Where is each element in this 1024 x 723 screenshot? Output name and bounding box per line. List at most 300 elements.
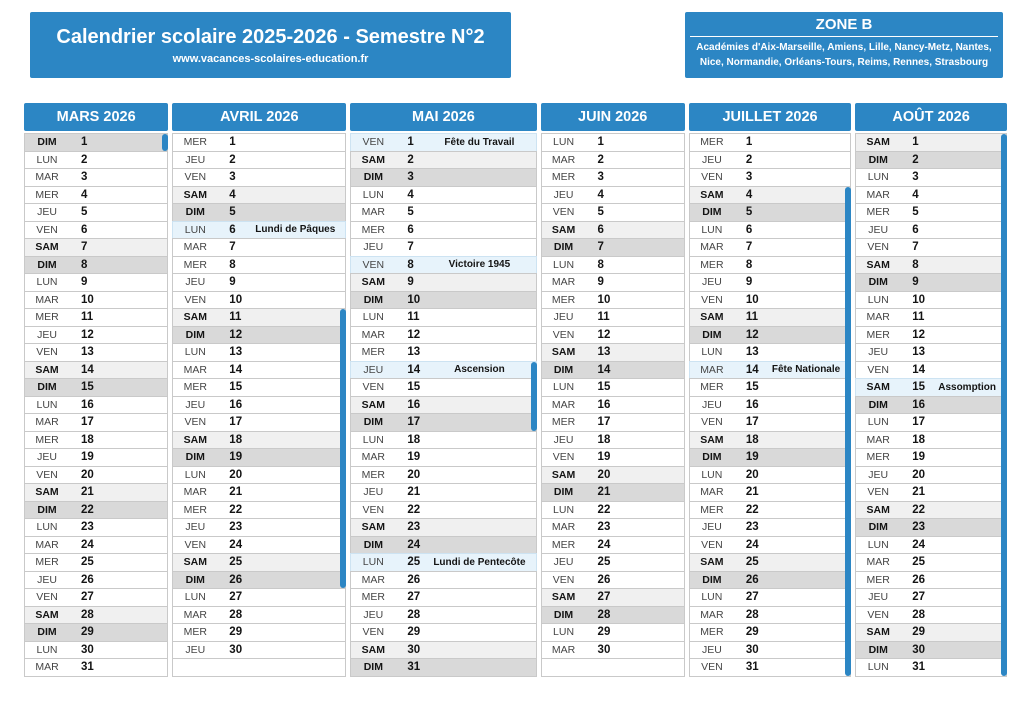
day-number: 26	[745, 573, 759, 586]
day-of-week: MER	[35, 188, 59, 201]
day-number: 21	[912, 486, 926, 499]
day-number: 4	[745, 188, 753, 201]
day-row	[172, 238, 346, 257]
day-row	[689, 133, 851, 152]
day-of-week: SAM	[700, 188, 724, 201]
day-number: 20	[745, 468, 759, 481]
holiday-label: Victoire 1945	[448, 259, 511, 271]
day-row	[689, 238, 851, 257]
day-number: 8	[229, 258, 236, 271]
vacation-bar	[845, 413, 851, 432]
day-of-week: VEN	[701, 661, 723, 674]
day-number: 17	[912, 416, 926, 429]
vacation-bar	[531, 396, 537, 415]
day-of-week: JEU	[868, 591, 889, 604]
day-row	[541, 238, 685, 257]
day-number: 7	[597, 241, 604, 254]
day-number: 1	[912, 136, 919, 149]
day-number: 22	[81, 503, 94, 516]
day-of-week: SAM	[35, 608, 59, 621]
day-of-week: DIM	[37, 258, 57, 271]
day-of-week: SAM	[551, 223, 576, 236]
vacation-bar	[340, 326, 346, 345]
day-of-week: SAM	[551, 346, 576, 359]
vacation-bar	[845, 361, 851, 380]
day-row	[350, 431, 536, 450]
day-number: 25	[745, 556, 759, 569]
day-of-week: JEU	[185, 276, 206, 289]
vacation-bar	[845, 553, 851, 572]
day-row	[172, 518, 346, 537]
day-of-week: MER	[551, 538, 576, 551]
day-number: 13	[597, 346, 611, 359]
day-of-week: SAM	[700, 556, 724, 569]
day-number: 19	[407, 451, 421, 464]
day-number: 15	[745, 381, 759, 394]
day-number: 21	[229, 486, 243, 499]
day-of-week: VEN	[184, 293, 207, 306]
day-number: 20	[229, 468, 243, 481]
day-of-week: MER	[35, 556, 59, 569]
day-number: 19	[229, 451, 243, 464]
day-row	[172, 361, 346, 380]
day-row	[172, 291, 346, 310]
day-number: 12	[229, 328, 243, 341]
day-row	[24, 588, 168, 607]
day-of-week: MER	[866, 328, 890, 341]
day-row	[24, 221, 168, 240]
vacation-bar	[1001, 151, 1007, 170]
vacation-bar	[845, 343, 851, 362]
day-row	[24, 483, 168, 502]
day-number: 7	[745, 241, 753, 254]
day-of-week: MER	[183, 503, 207, 516]
day-of-week: MAR	[866, 188, 890, 201]
day-of-week: VEN	[701, 538, 723, 551]
day-number: 4	[597, 188, 604, 201]
day-of-week: SAM	[551, 468, 576, 481]
day-number: 21	[407, 486, 421, 499]
day-row	[689, 396, 851, 415]
day-row	[172, 641, 346, 660]
day-row	[855, 606, 1007, 625]
day-number: 27	[597, 591, 611, 604]
day-number: 6	[597, 223, 604, 236]
day-row	[172, 588, 346, 607]
day-number: 23	[745, 521, 759, 534]
day-of-week: DIM	[868, 398, 888, 411]
vacation-bar	[1001, 466, 1007, 485]
day-row	[855, 168, 1007, 187]
day-of-week: LUN	[867, 538, 889, 551]
day-number: 27	[912, 591, 926, 604]
day-of-week: MAR	[700, 486, 724, 499]
day-of-week: MAR	[551, 643, 576, 656]
day-number: 16	[912, 398, 926, 411]
day-number: 24	[597, 538, 611, 551]
day-of-week: MER	[35, 433, 59, 446]
day-of-week: MAR	[183, 608, 207, 621]
day-number: 12	[81, 328, 94, 341]
day-of-week: SAM	[361, 521, 385, 534]
day-row	[24, 413, 168, 432]
day-row	[689, 256, 851, 275]
day-row	[172, 256, 346, 275]
day-number: 15	[912, 381, 926, 394]
day-number: 10	[407, 293, 421, 306]
day-row	[855, 186, 1007, 205]
day-row	[24, 431, 168, 450]
day-of-week: DIM	[363, 293, 383, 306]
day-number: 22	[407, 503, 421, 516]
day-number: 14	[229, 363, 243, 376]
day-of-week: LUN	[36, 398, 58, 411]
vacation-bar	[340, 309, 346, 327]
empty-row	[541, 658, 685, 677]
day-row	[689, 221, 851, 240]
vacation-bar	[845, 396, 851, 415]
day-number: 31	[81, 661, 94, 674]
day-number: 10	[597, 293, 611, 306]
vacation-bar	[1001, 588, 1007, 607]
day-of-week: JEU	[868, 468, 889, 481]
day-number: 11	[229, 311, 242, 324]
vacation-bar	[1001, 291, 1007, 310]
day-of-week: MAR	[361, 451, 385, 464]
day-number: 25	[597, 556, 611, 569]
day-number: 22	[229, 503, 243, 516]
vacation-bar	[1001, 273, 1007, 292]
day-of-week: DIM	[553, 241, 574, 254]
day-number: 28	[745, 608, 759, 621]
zone-academies: Académies d'Aix-Marseille, Amiens, Lille, Nancy-Metz, Nantes, Nice, Normandie, Orléans-Tours, Reims, Rennes, Strasbourg	[696, 42, 992, 68]
vacation-bar	[845, 256, 851, 275]
day-row	[350, 343, 536, 362]
day-number: 30	[81, 643, 94, 656]
day-of-week: SAM	[866, 136, 890, 149]
day-number: 26	[407, 573, 421, 586]
day-number: 30	[745, 643, 759, 656]
day-row	[855, 221, 1007, 240]
vacation-bar	[845, 518, 851, 537]
day-number: 8	[407, 258, 414, 271]
day-row	[24, 378, 168, 397]
day-number: 25	[229, 556, 243, 569]
day-of-week: LUN	[362, 188, 384, 201]
day-row	[172, 221, 346, 240]
day-of-week: MAR	[183, 363, 207, 376]
day-of-week: SAM	[700, 433, 724, 446]
day-of-week: SAM	[361, 398, 385, 411]
day-of-week: MAR	[551, 276, 576, 289]
day-number: 3	[597, 171, 604, 184]
day-number: 2	[912, 153, 919, 166]
vacation-bar	[1001, 186, 1007, 205]
day-of-week: MAR	[700, 241, 724, 254]
day-row	[24, 536, 168, 555]
day-row	[172, 186, 346, 205]
day-of-week: DIM	[868, 276, 888, 289]
day-of-week: DIM	[702, 328, 722, 341]
vacation-bar	[340, 361, 346, 380]
vacation-bar	[845, 571, 851, 590]
day-row	[350, 308, 536, 327]
day-of-week: LUN	[36, 521, 58, 534]
day-of-week: VEN	[701, 293, 723, 306]
day-of-week: DIM	[868, 643, 888, 656]
vacation-bar	[1001, 378, 1007, 397]
page-title: Calendrier scolaire 2025-2026 - Semestre N°2	[56, 25, 485, 48]
day-number: 9	[597, 276, 604, 289]
day-row	[855, 553, 1007, 572]
day-row	[541, 133, 685, 152]
day-row	[172, 431, 346, 450]
day-of-week: LUN	[553, 503, 575, 516]
month-header: AVRIL 2026	[172, 103, 346, 131]
day-number: 31	[745, 661, 759, 674]
day-row	[172, 396, 346, 415]
vacation-bar	[845, 291, 851, 310]
day-number: 14	[745, 363, 759, 376]
day-row	[855, 588, 1007, 607]
day-of-week: MER	[551, 416, 576, 429]
day-of-week: VEN	[552, 573, 575, 586]
site-url: www.vacances-scolaires-education.fr	[172, 52, 369, 65]
day-number: 29	[407, 626, 421, 639]
day-of-week: MAR	[35, 171, 59, 184]
day-of-week: JEU	[701, 521, 722, 534]
day-row	[541, 553, 685, 572]
day-of-week: MAR	[361, 573, 385, 586]
day-number: 10	[912, 293, 926, 306]
day-of-week: DIM	[363, 416, 383, 429]
day-of-week: DIM	[553, 608, 574, 621]
day-row	[689, 571, 851, 590]
day-row	[172, 133, 346, 152]
day-number: 3	[407, 171, 414, 184]
month-header: MAI 2026	[350, 103, 536, 131]
vacation-bar	[340, 483, 346, 502]
vacation-bar	[1001, 413, 1007, 432]
day-row	[855, 448, 1007, 467]
day-of-week: JEU	[363, 363, 384, 376]
day-of-week: SAM	[183, 433, 207, 446]
day-row	[855, 378, 1007, 397]
day-number: 4	[229, 188, 236, 201]
day-number: 12	[407, 328, 421, 341]
day-row	[855, 536, 1007, 555]
day-number: 29	[81, 626, 94, 639]
day-row	[541, 256, 685, 275]
day-of-week: MER	[361, 223, 385, 236]
day-number: 24	[81, 538, 94, 551]
day-of-week: DIM	[363, 538, 383, 551]
vacation-bar	[340, 378, 346, 397]
day-number: 28	[407, 608, 421, 621]
day-number: 29	[912, 626, 926, 639]
day-row	[350, 483, 536, 502]
vacation-bar	[1001, 518, 1007, 537]
day-of-week: JEU	[553, 433, 574, 446]
day-of-week: MER	[866, 451, 890, 464]
day-row	[689, 623, 851, 642]
day-number: 4	[407, 188, 414, 201]
day-number: 18	[745, 433, 759, 446]
day-number: 20	[81, 468, 94, 481]
vacation-bar	[1001, 361, 1007, 380]
day-number: 5	[81, 206, 88, 219]
day-of-week: LUN	[553, 136, 575, 149]
day-number: 4	[81, 188, 88, 201]
day-row	[541, 396, 685, 415]
day-row	[689, 343, 851, 362]
day-number: 16	[597, 398, 611, 411]
vacation-bar	[1001, 483, 1007, 502]
day-row	[350, 588, 536, 607]
vacation-bar	[845, 466, 851, 485]
day-of-week: SAM	[551, 591, 576, 604]
day-row	[172, 483, 346, 502]
day-row	[24, 308, 168, 327]
day-row	[24, 168, 168, 187]
day-number: 16	[407, 398, 421, 411]
day-of-week: DIM	[37, 381, 57, 394]
vacation-bar	[1001, 326, 1007, 345]
day-number: 6	[229, 223, 236, 236]
day-of-week: MAR	[551, 153, 576, 166]
vacation-bar	[1001, 256, 1007, 275]
day-of-week: SAM	[35, 241, 59, 254]
vacation-bar	[1001, 134, 1007, 152]
day-row	[855, 133, 1007, 152]
day-row	[689, 483, 851, 502]
day-row	[172, 466, 346, 485]
day-row	[350, 448, 536, 467]
day-row	[855, 641, 1007, 660]
day-of-week: DIM	[37, 136, 57, 149]
day-row	[855, 256, 1007, 275]
day-of-week: SAM	[866, 381, 890, 394]
day-number: 1	[745, 136, 753, 149]
day-number: 27	[745, 591, 759, 604]
day-of-week: LUN	[36, 643, 58, 656]
day-number: 24	[407, 538, 421, 551]
day-number: 23	[597, 521, 611, 534]
day-number: 7	[407, 241, 414, 254]
vacation-bar	[340, 431, 346, 450]
day-of-week: JEU	[37, 573, 57, 586]
day-number: 20	[597, 468, 611, 481]
day-of-week: VEN	[184, 538, 207, 551]
day-number: 6	[407, 223, 414, 236]
day-row	[172, 413, 346, 432]
day-of-week: MER	[183, 381, 207, 394]
day-of-week: MAR	[35, 661, 59, 674]
vacation-bar	[1001, 203, 1007, 222]
day-row	[689, 501, 851, 520]
day-number: 18	[407, 433, 421, 446]
vacation-bar	[1001, 658, 1007, 676]
day-number: 5	[407, 206, 414, 219]
day-number: 29	[745, 626, 759, 639]
day-of-week: DIM	[185, 573, 205, 586]
vacation-bar	[340, 501, 346, 520]
day-row	[24, 133, 168, 152]
day-row	[24, 501, 168, 520]
vacation-bar	[845, 203, 851, 222]
day-of-week: SAM	[700, 311, 724, 324]
day-of-week: MER	[700, 626, 724, 639]
day-row	[172, 623, 346, 642]
vacation-bar	[845, 483, 851, 502]
day-number: 13	[912, 346, 926, 359]
day-of-week: SAM	[183, 311, 207, 324]
day-of-week: SAM	[35, 363, 59, 376]
day-number: 8	[597, 258, 604, 271]
day-of-week: SAM	[866, 258, 890, 271]
day-of-week: DIM	[37, 503, 57, 516]
day-number: 30	[597, 643, 611, 656]
day-number: 28	[912, 608, 926, 621]
day-number: 11	[407, 311, 420, 324]
day-number: 1	[597, 136, 604, 149]
day-number: 18	[597, 433, 611, 446]
vacation-bar	[1001, 553, 1007, 572]
day-number: 23	[912, 521, 926, 534]
day-of-week: SAM	[866, 503, 890, 516]
day-number: 17	[407, 416, 421, 429]
day-number: 17	[229, 416, 243, 429]
day-of-week: VEN	[362, 258, 385, 271]
day-row	[350, 606, 536, 625]
day-row	[689, 361, 851, 380]
day-of-week: LUN	[701, 346, 723, 359]
day-row	[350, 151, 536, 170]
day-number: 28	[597, 608, 611, 621]
day-of-week: MAR	[35, 538, 59, 551]
day-of-week: JEU	[37, 451, 57, 464]
day-row	[541, 448, 685, 467]
day-row	[689, 378, 851, 397]
holiday-label: Fête du Travail	[444, 136, 515, 148]
day-number: 27	[229, 591, 243, 604]
vacation-bar	[340, 396, 346, 415]
vacation-bar	[340, 448, 346, 467]
day-row	[855, 396, 1007, 415]
day-number: 29	[597, 626, 611, 639]
day-row	[172, 553, 346, 572]
day-of-week: LUN	[867, 416, 889, 429]
day-row	[172, 501, 346, 520]
day-number: 3	[81, 171, 88, 184]
day-number: 19	[81, 451, 94, 464]
day-of-week: MAR	[183, 241, 207, 254]
day-row	[541, 326, 685, 345]
day-of-week: MER	[551, 293, 576, 306]
day-row	[172, 571, 346, 590]
day-row	[24, 238, 168, 257]
day-row	[350, 326, 536, 345]
month-header: JUIN 2026	[541, 103, 685, 131]
day-number: 16	[229, 398, 243, 411]
zone-box	[685, 12, 1003, 78]
day-number: 30	[407, 643, 421, 656]
day-row	[172, 606, 346, 625]
month-column-5	[855, 103, 1007, 677]
day-of-week: MER	[700, 258, 724, 271]
day-of-week: MAR	[866, 433, 890, 446]
month-column-4	[689, 103, 851, 677]
